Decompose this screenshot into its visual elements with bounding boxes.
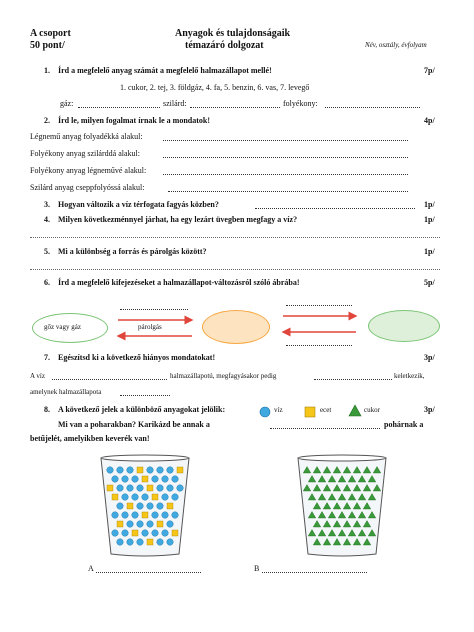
- q7-line-1-end: keletkezik,: [394, 372, 425, 380]
- q7-line-2-start: amelynek halmazállapota: [30, 388, 102, 396]
- water-particle: [147, 521, 154, 528]
- water-particle: [107, 467, 114, 474]
- arrow-4-answer[interactable]: [286, 345, 352, 346]
- water-particle: [157, 467, 164, 474]
- water-particle: [112, 530, 119, 537]
- water-particle: [127, 467, 134, 474]
- question-5-points: 1p/: [424, 247, 435, 256]
- name-field-label: Név, osztály, évfolyam: [365, 41, 427, 49]
- water-particle: [137, 503, 144, 510]
- water-particle: [122, 476, 129, 483]
- vinegar-particle: [177, 467, 183, 473]
- vinegar-particle: [142, 512, 148, 518]
- page-title: Anyagok és tulajdonságaik: [175, 28, 291, 39]
- water-particle: [167, 467, 174, 474]
- question-3-points: 1p/: [424, 200, 435, 209]
- water-particle: [117, 485, 124, 492]
- water-particle: [117, 467, 124, 474]
- question-8-number: 8.: [44, 405, 50, 414]
- water-particle: [122, 512, 129, 519]
- vinegar-particle: [127, 503, 133, 509]
- arrow-3-answer[interactable]: [286, 305, 352, 306]
- solid-label: szilárd:: [163, 99, 187, 108]
- water-particle: [137, 485, 144, 492]
- question-1-list: 1. cukor, 2. tej, 3. földgáz, 4. fa, 5. benzin, 6. vas, 7. levegő: [120, 83, 310, 92]
- water-particle: [167, 521, 174, 528]
- water-particle: [147, 467, 154, 474]
- water-particle: [132, 494, 139, 501]
- question-8-points: 3p/: [424, 405, 435, 414]
- sugar-triangle-icon: [348, 404, 362, 418]
- water-particle: [137, 539, 144, 546]
- water-particle: [167, 539, 174, 546]
- q7-line-1-middle: halmazállapotú, megfagyásakor pedig: [170, 372, 277, 380]
- glass-a-letter: A: [88, 564, 94, 573]
- vinegar-particle: [132, 530, 138, 536]
- q2-line-1-label: Légnemű anyag folyadékká alakul:: [30, 132, 143, 141]
- water-particle: [142, 494, 149, 501]
- group-label: A csoport: [30, 28, 71, 39]
- vinegar-particle: [137, 467, 143, 473]
- legend-vinegar-label: ecet: [320, 406, 332, 414]
- q7-line-1-start: A víz: [30, 372, 45, 380]
- question-7-points: 3p/: [424, 353, 435, 362]
- question-2-number: 2.: [44, 116, 50, 125]
- vinegar-particle: [147, 485, 153, 491]
- q8-question-line-1: Mi van a poharakban? Karikázd be annak a: [58, 420, 210, 429]
- water-particle: [152, 530, 159, 537]
- points-total: 50 pont/: [30, 40, 65, 51]
- legend-water-label: víz: [274, 406, 283, 414]
- glass-b-letter: B: [254, 564, 260, 573]
- q8-question-line-1b: pohárnak a: [384, 420, 424, 429]
- water-particle: [112, 476, 119, 483]
- water-particle: [142, 530, 149, 537]
- vinegar-particle: [147, 539, 153, 545]
- q2-line-4-label: Szilárd anyag cseppfolyóssá alakul:: [30, 183, 145, 192]
- vinegar-particle: [142, 476, 148, 482]
- question-8: [44, 405, 225, 414]
- vinegar-particle: [112, 494, 118, 500]
- water-particle: [157, 503, 164, 510]
- question-6-text: Írd a megfelelő kifejezéseket a halmazállapot-változásról szóló ábrába!: [58, 278, 300, 287]
- water-circle-icon: [258, 405, 272, 419]
- water-particle: [172, 476, 179, 483]
- water-particle: [112, 512, 119, 519]
- question-7: [44, 353, 215, 362]
- question-3-text: Hogyan változik a víz térfogata fagyás közben?: [58, 200, 219, 209]
- liquid-label: folyékony:: [283, 99, 318, 108]
- water-particle: [152, 476, 159, 483]
- water-particle: [152, 512, 159, 519]
- vinegar-particle: [172, 530, 178, 536]
- water-particle: [157, 539, 164, 546]
- arrow-1-answer[interactable]: [120, 309, 188, 310]
- question-5-text: Mi a különbség a forrás és párolgás között?: [58, 247, 207, 256]
- water-particle: [172, 494, 179, 501]
- glass-b-answer-line[interactable]: [262, 572, 367, 573]
- water-particle: [137, 521, 144, 528]
- water-particle: [167, 485, 174, 492]
- vinegar-particle: [167, 503, 173, 509]
- question-6-points: 5p/: [424, 278, 435, 287]
- q8-answer-line[interactable]: [270, 428, 380, 429]
- water-particle: [162, 476, 169, 483]
- vinegar-square-icon: [303, 405, 317, 419]
- water-particle: [122, 494, 129, 501]
- q8-question-line-2: betűjelét, amelyikben keverék van!: [30, 434, 150, 443]
- gas-label: gáz:: [60, 99, 74, 108]
- evaporation-label: párolgás: [138, 323, 162, 331]
- water-particle: [132, 512, 139, 519]
- q7-blank-3[interactable]: [120, 395, 170, 396]
- water-particle: [162, 494, 169, 501]
- question-1-points: 7p/: [424, 66, 435, 75]
- water-particle: [172, 512, 179, 519]
- vinegar-particle: [107, 485, 113, 491]
- q2-line-2-label: Folyékony anyag szilárddá alakul:: [30, 149, 140, 158]
- question-4-points: 1p/: [424, 215, 435, 224]
- water-particle: [117, 503, 124, 510]
- water-particle: [177, 485, 184, 492]
- q2-line-3-label: Folyékony anyag légneművé alakul:: [30, 166, 147, 175]
- glass-b-solution: [292, 454, 392, 560]
- glass-a-answer-line[interactable]: [96, 572, 201, 573]
- question-4-text: Milyen következménnyel járhat, ha egy lezárt üvegben megfagy a víz?: [58, 215, 298, 224]
- vinegar-particle: [152, 494, 158, 500]
- q7-blank-2[interactable]: [314, 379, 392, 380]
- gas-state-label: gőz vagy gáz: [44, 323, 81, 331]
- water-particle: [162, 530, 169, 537]
- water-particle: [132, 476, 139, 483]
- glass-a-mixture: [95, 454, 195, 560]
- page-subtitle: témazáró dolgozat: [185, 40, 264, 51]
- water-particle: [162, 512, 169, 519]
- question-5-number: 5.: [44, 247, 50, 256]
- question-2-text: Írd le, milyen fogalmat írnak le a mondatok!: [58, 116, 210, 125]
- question-7-number: 7.: [44, 353, 50, 362]
- q7-blank-1[interactable]: [52, 379, 167, 380]
- water-particle: [147, 503, 154, 510]
- water-particle: [117, 539, 124, 546]
- question-3-number: 3.: [44, 200, 50, 209]
- question-7-text: Egészítsd ki a következő hiányos mondatokat!: [58, 353, 216, 362]
- vinegar-particle: [157, 521, 163, 527]
- water-particle: [157, 485, 164, 492]
- question-8-text: A következő jelek a különböző anyagokat jelölik:: [58, 405, 226, 414]
- water-particle: [127, 485, 134, 492]
- question-4-number: 4.: [44, 215, 50, 224]
- water-particle: [122, 530, 129, 537]
- question-1-number: 1.: [44, 66, 50, 75]
- question-1-text: Írd a megfelelő anyag számát a megfelelő halmazállapot mellé!: [58, 66, 272, 75]
- legend-sugar-label: cukor: [364, 406, 380, 414]
- question-2-points: 4p/: [424, 116, 435, 125]
- question-6-number: 6.: [44, 278, 50, 287]
- water-particle: [127, 521, 134, 528]
- vinegar-particle: [117, 521, 123, 527]
- water-particle: [127, 539, 134, 546]
